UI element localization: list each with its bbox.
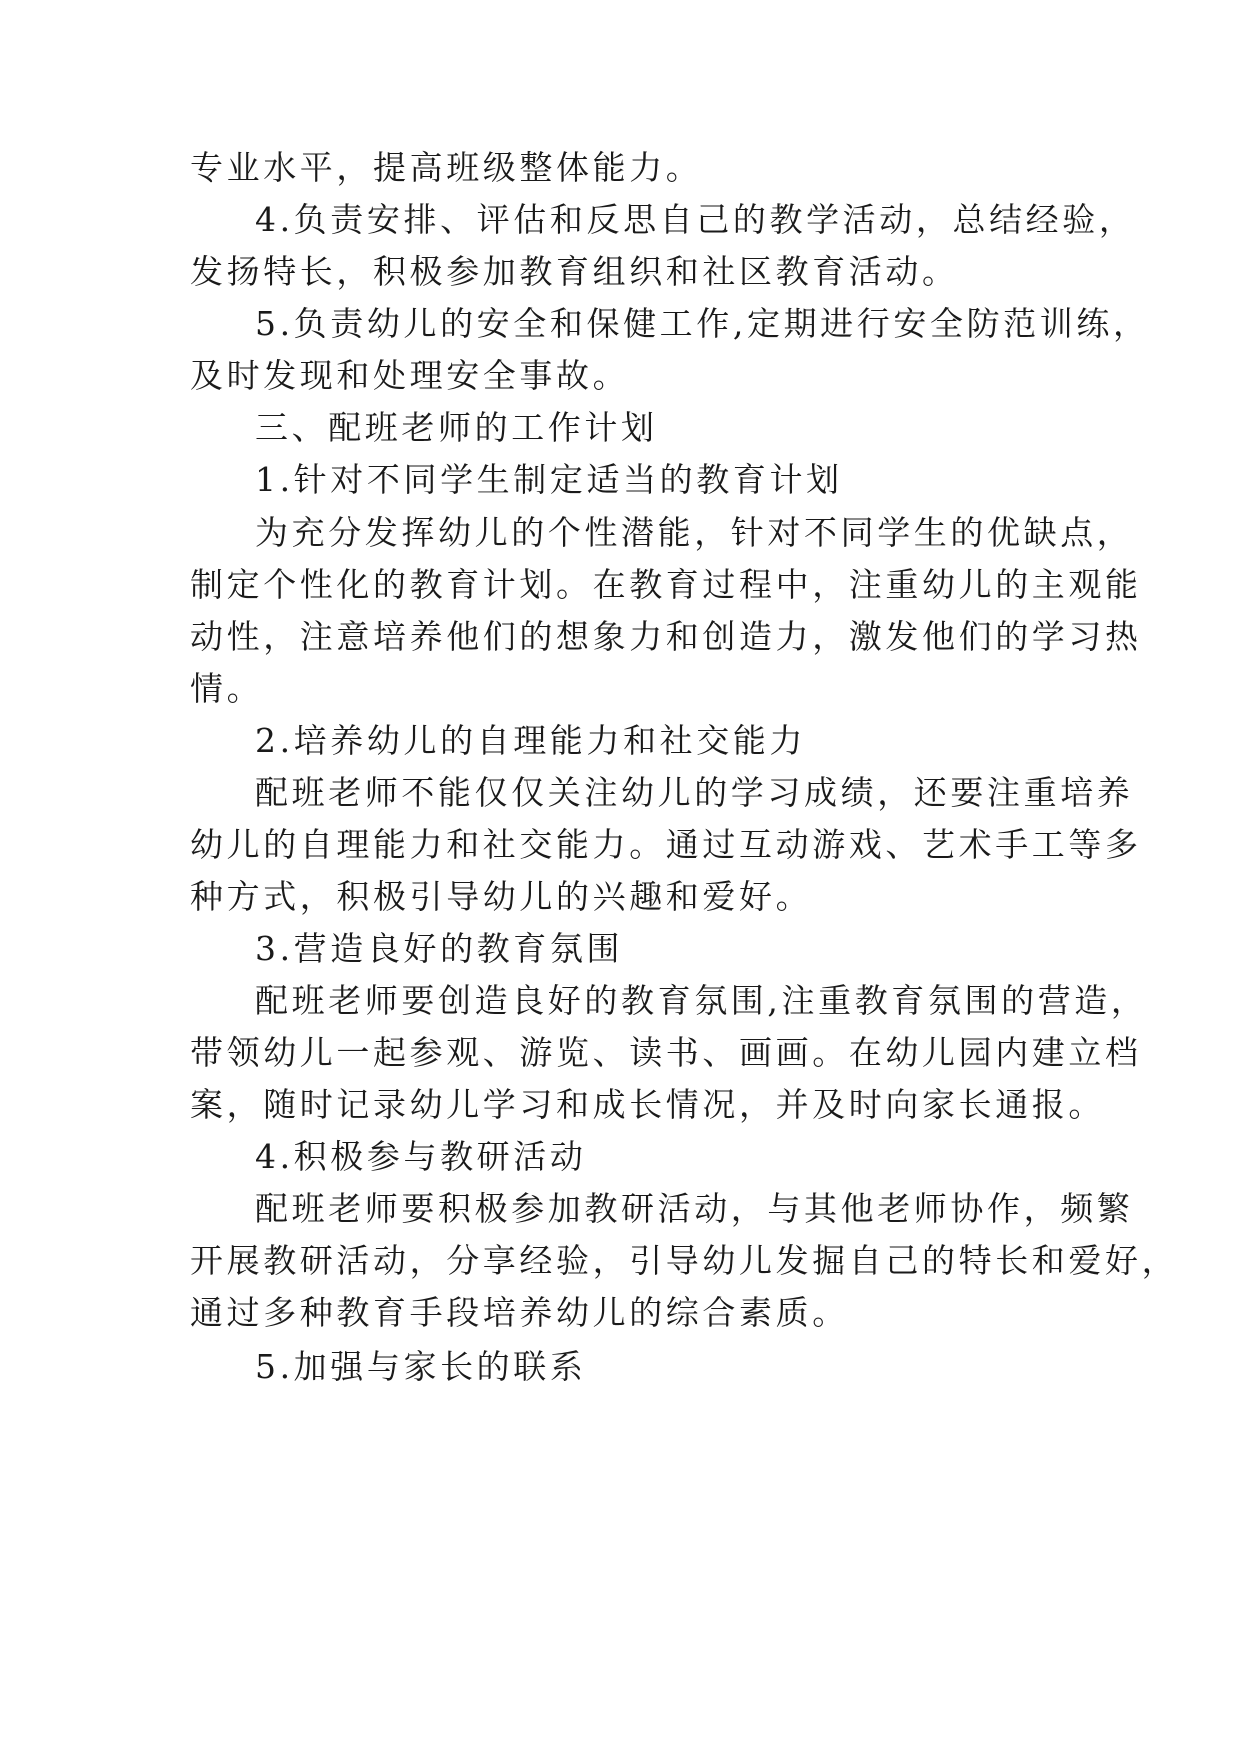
- subheading-5: 5.加强与家长的联系: [255, 1347, 587, 1386]
- paragraph-line: 发扬特长，积极参加教育组织和社区教育活动。: [190, 252, 959, 291]
- subheading-2: 2.培养幼儿的自理能力和社交能力: [255, 721, 807, 760]
- paragraph-line: 开展教研活动，分享经验，引导幼儿发掘自己的特长和爱好，: [190, 1241, 1179, 1280]
- paragraph-line: 专业水平，提高班级整体能力。: [190, 148, 703, 187]
- section-heading: 三、配班老师的工作计划: [255, 408, 658, 447]
- paragraph-line: 案，随时记录幼儿学习和成长情况，并及时向家长通报。: [190, 1085, 1105, 1124]
- subheading-3: 3.营造良好的教育氛围: [255, 929, 624, 968]
- paragraph-line: 幼儿的自理能力和社交能力。通过互动游戏、艺术手工等多: [190, 825, 1142, 864]
- paragraph-line: 为充分发挥幼儿的个性潜能，针对不同学生的优缺点，: [255, 513, 1134, 552]
- subheading-4: 4.积极参与教研活动: [255, 1137, 587, 1176]
- subheading-1: 1.针对不同学生制定适当的教育计划: [255, 460, 843, 499]
- paragraph-line: 情。: [190, 669, 264, 708]
- paragraph-line: 及时发现和处理安全事故。: [190, 356, 630, 395]
- paragraph-line: 种方式，积极引导幼儿的兴趣和爱好。: [190, 877, 813, 916]
- list-item-4: 4.负责安排、评估和反思自己的教学活动，总结经验，: [255, 200, 1136, 239]
- paragraph-line: 制定个性化的教育计划。在教育过程中，注重幼儿的主观能: [190, 565, 1142, 604]
- paragraph-line: 配班老师不能仅仅关注幼儿的学习成绩，还要注重培养: [255, 773, 1134, 812]
- list-item-5: 5.负责幼儿的安全和保健工作,定期进行安全防范训练，: [255, 304, 1150, 343]
- paragraph-line: 动性，注意培养他们的想象力和创造力，激发他们的学习热: [190, 617, 1142, 656]
- paragraph-line: 配班老师要创造良好的教育氛围,注重教育氛围的营造，: [255, 981, 1148, 1020]
- paragraph-line: 通过多种教育手段培养幼儿的综合素质。: [190, 1293, 849, 1332]
- paragraph-line: 带领幼儿一起参观、游览、读书、画画。在幼儿园内建立档: [190, 1033, 1142, 1072]
- paragraph-line: 配班老师要积极参加教研活动，与其他老师协作，频繁: [255, 1189, 1134, 1228]
